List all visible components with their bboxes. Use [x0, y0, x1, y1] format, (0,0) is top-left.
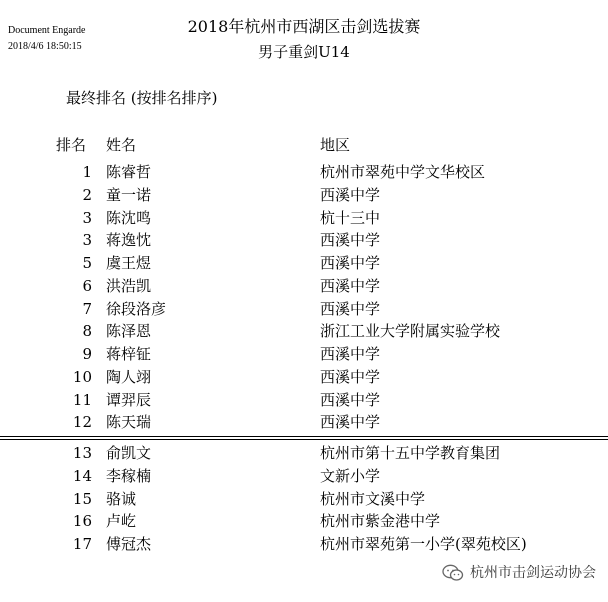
rank-cell: 1: [82, 163, 92, 181]
table-row: [0, 320, 608, 343]
region-cell: 杭州市紫金港中学: [320, 512, 441, 531]
table-row: [0, 252, 608, 275]
region-cell: 杭州市翠苑中学文华校区: [320, 163, 486, 181]
rank-cell: 3: [82, 208, 92, 227]
table-row: [0, 229, 608, 252]
table-row: [0, 207, 608, 230]
rank-cell: 3: [82, 231, 92, 250]
table-row: [0, 510, 608, 533]
region-cell: 西溪中学: [320, 254, 381, 272]
rank-cell: 7: [82, 299, 92, 318]
table-row: [0, 161, 608, 184]
rank-cell: 17: [72, 535, 92, 553]
cut-divider: [0, 436, 608, 440]
name-cell: 洪浩凯: [106, 276, 152, 295]
name-cell: 徐段洛彦: [106, 299, 167, 318]
table-row: [0, 343, 608, 366]
ranking-table: [0, 161, 608, 434]
region-cell: 西溪中学: [320, 345, 381, 363]
table-row: [0, 366, 608, 389]
watermark-text: 杭州市击剑运动协会: [470, 565, 596, 581]
name-cell: 陈天瑞: [106, 413, 152, 432]
region-cell: 西溪中学: [320, 367, 381, 386]
name-cell: 谭羿辰: [106, 390, 152, 409]
region-cell: 文新小学: [320, 466, 381, 485]
print-datetime: 2018/4/6 18:50:15: [8, 41, 82, 52]
rank-cell: 5: [82, 254, 92, 272]
region-cell: 杭州市第十五中学教育集团: [320, 444, 501, 462]
software-name: Document Engarde: [8, 25, 86, 36]
table-row: [0, 488, 608, 511]
name-cell: 蒋逸忱: [106, 231, 152, 250]
page-title: 2018年杭州市西湖区击剑选拔赛: [187, 17, 421, 36]
table-row: [0, 184, 608, 207]
column-header-name: 姓名: [106, 136, 137, 154]
region-cell: 杭州市翠苑第一小学(翠苑校区): [320, 535, 527, 553]
region-cell: 浙江工业大学附属实验学校: [320, 322, 501, 341]
name-cell: 陶人翊: [106, 367, 152, 386]
region-cell: 西溪中学: [320, 413, 381, 432]
rank-cell: 12: [72, 413, 92, 432]
rank-cell: 13: [72, 444, 92, 462]
rank-cell: 10: [72, 367, 92, 386]
wechat-icon: [442, 564, 464, 582]
name-cell: 陈泽恩: [106, 322, 152, 341]
region-cell: 杭十三中: [320, 208, 381, 227]
rank-cell: 16: [72, 512, 92, 531]
region-cell: 西溪中学: [320, 299, 381, 318]
name-cell: 陈沈鸣: [106, 208, 152, 227]
table-row: [0, 533, 608, 556]
table-row: [0, 275, 608, 298]
name-cell: 蒋梓钲: [106, 345, 152, 363]
name-cell: 骆诚: [106, 489, 137, 508]
rank-cell: 6: [82, 276, 92, 295]
section-title: 最终排名 (按排名排序): [66, 89, 218, 107]
name-cell: 童一诺: [106, 185, 152, 204]
rank-cell: 9: [82, 345, 92, 363]
page-subtitle: 男子重剑U14: [258, 43, 350, 61]
name-cell: 李稼楠: [106, 466, 152, 485]
region-cell: 杭州市文溪中学: [320, 489, 426, 508]
region-cell: 西溪中学: [320, 185, 381, 204]
rank-cell: 11: [72, 390, 92, 409]
rank-cell: 14: [72, 466, 92, 485]
column-header-rank: 排名: [56, 136, 87, 154]
table-row: [0, 442, 608, 465]
rank-cell: 8: [82, 322, 92, 341]
rank-cell: 2: [82, 185, 92, 204]
region-cell: 西溪中学: [320, 276, 381, 295]
table-row: [0, 411, 608, 434]
name-cell: 虞王煜: [106, 254, 152, 272]
column-header-region: 地区: [320, 136, 351, 154]
watermark: [442, 562, 596, 584]
rank-cell: 15: [72, 489, 92, 508]
name-cell: 陈睿哲: [106, 163, 152, 181]
table-row: [0, 465, 608, 488]
ranking-table-lower: [0, 442, 608, 556]
name-cell: 俞凯文: [106, 444, 152, 462]
table-row: [0, 389, 608, 412]
name-cell: 卢屹: [106, 512, 137, 531]
name-cell: 傅冠杰: [106, 535, 152, 553]
region-cell: 西溪中学: [320, 390, 381, 409]
region-cell: 西溪中学: [320, 231, 381, 250]
table-row: [0, 298, 608, 321]
